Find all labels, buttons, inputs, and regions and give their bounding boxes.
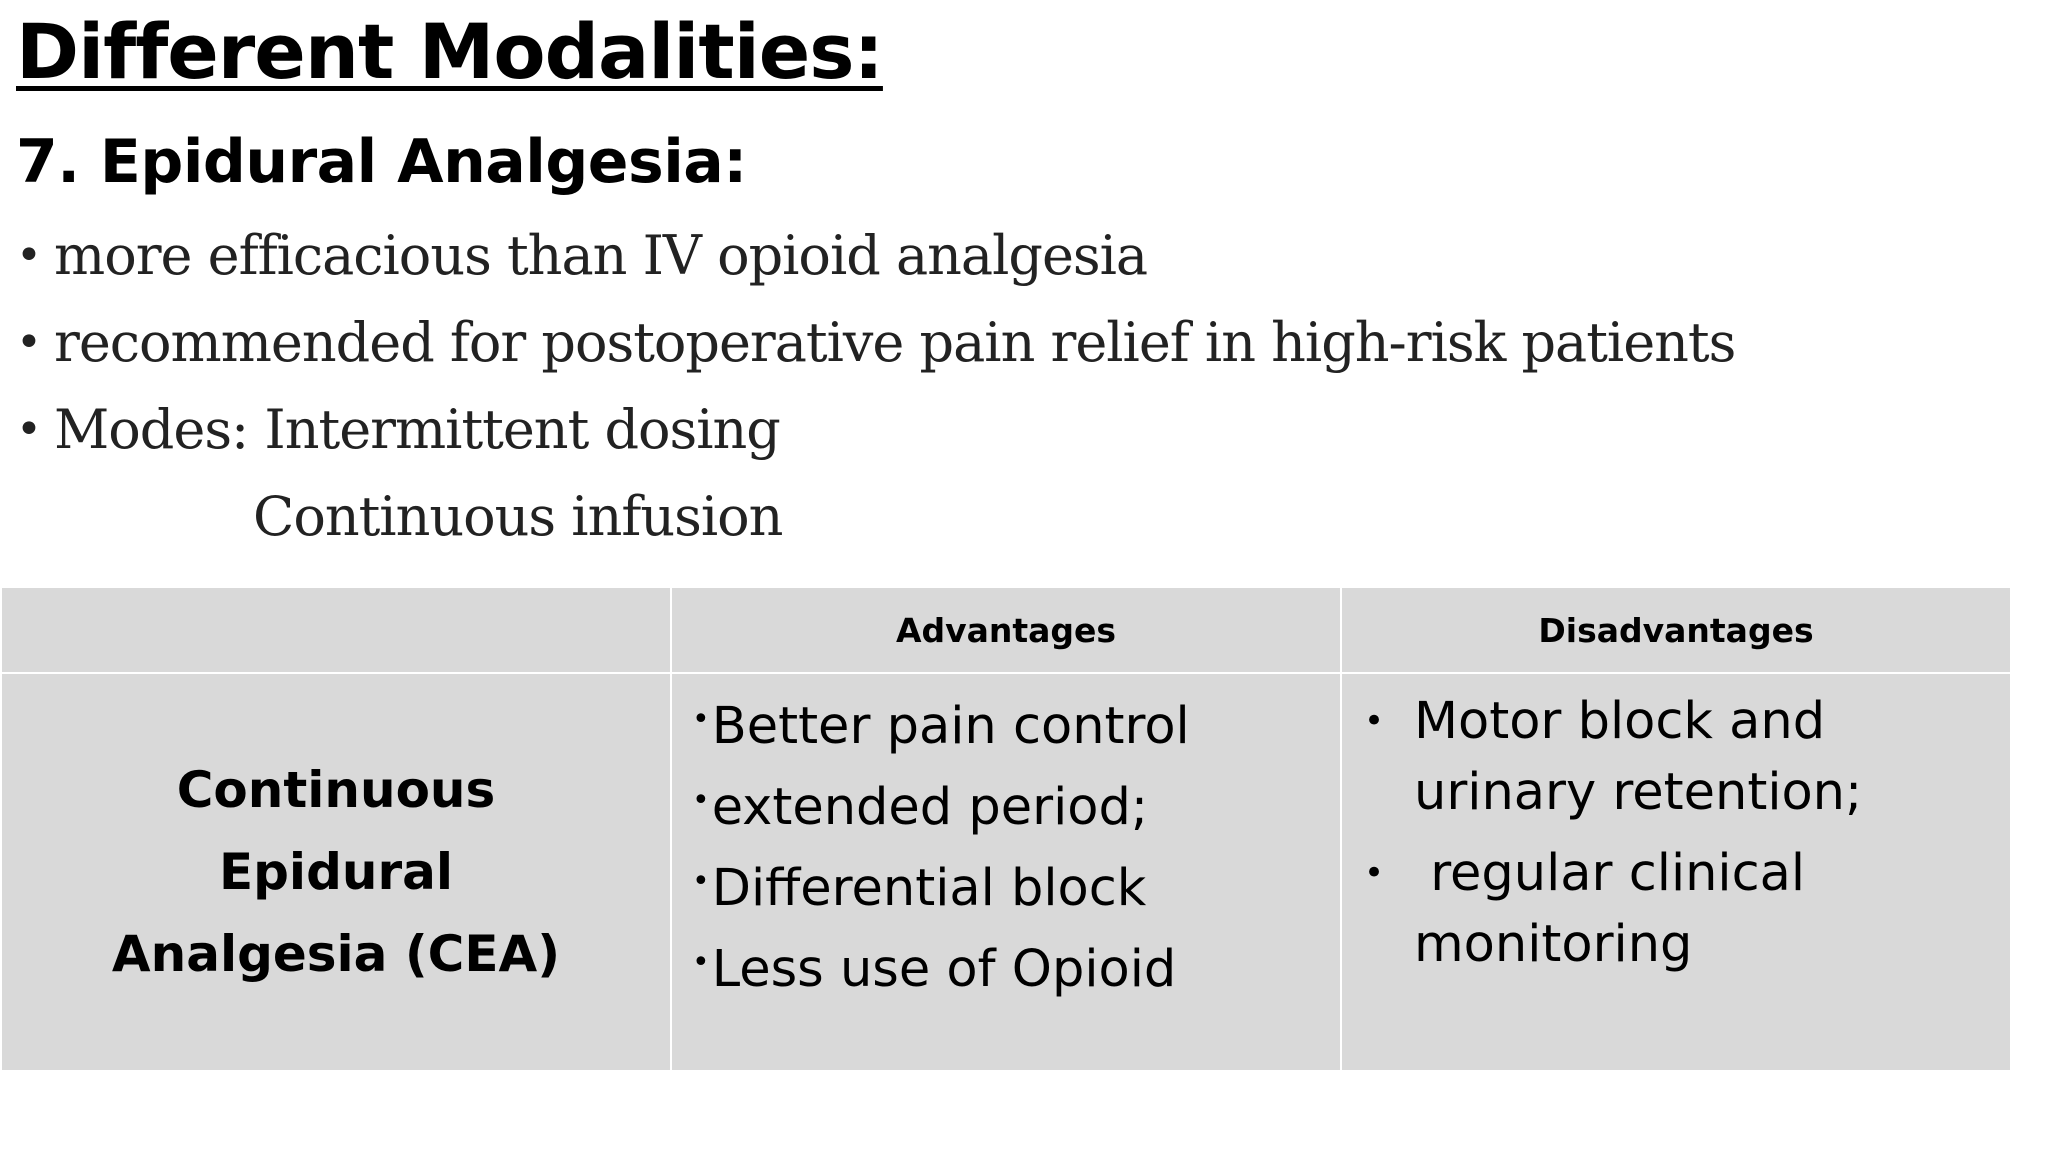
bullet-dot: •: [692, 702, 710, 737]
row-label-line: Analgesia (CEA): [111, 925, 561, 983]
table-row: [1, 673, 2011, 1071]
advantage-text: Differential block: [711, 859, 1147, 918]
bullet-item: [16, 299, 1735, 386]
bullet-item: [16, 212, 1735, 299]
bullet-dot: •: [16, 230, 41, 281]
header-advantages: Advantages: [671, 587, 1341, 673]
bullet-dot: •: [1364, 701, 1385, 741]
disadvantage-text: regular clinical: [1414, 844, 1806, 903]
bullet-dot: •: [692, 783, 710, 818]
list-item: [672, 686, 1340, 767]
bullet-dot: •: [692, 864, 710, 899]
bullet-dot: •: [16, 404, 41, 455]
table-header-row: [1, 587, 2011, 673]
row-label-line: Epidural: [218, 843, 453, 901]
comparison-table: [0, 586, 2012, 1072]
header-empty-cell: [1, 587, 671, 673]
row-label-line: Continuous: [176, 761, 496, 819]
bullet-text: Modes: Intermittent dosing: [54, 398, 780, 461]
advantages-list: [672, 674, 1340, 1010]
list-item: [1342, 686, 2010, 828]
list-item: [672, 848, 1340, 929]
advantages-cell: [671, 673, 1341, 1071]
bullet-item: [16, 386, 1735, 473]
bullet-continuation: [16, 473, 1735, 560]
list-item: [1342, 838, 2010, 980]
disadvantage-text: urinary retention;: [1414, 763, 1863, 822]
row-label-cea: [1, 673, 671, 1071]
disadvantages-cell: [1341, 673, 2011, 1071]
list-item: [672, 929, 1340, 1010]
advantage-text: Less use of Opioid: [711, 940, 1177, 999]
disadvantage-text: Motor block and: [1414, 692, 1826, 751]
advantage-text: Better pain control: [711, 697, 1190, 756]
bullet-dot: •: [692, 945, 710, 980]
slide-title: Different Modalities:: [16, 7, 883, 96]
bullet-continuation-text: Continuous infusion: [253, 485, 783, 548]
bullet-text: more efficacious than IV opioid analgesia: [54, 224, 1148, 287]
disadvantage-text: monitoring: [1414, 915, 1693, 974]
list-item: [672, 767, 1340, 848]
header-disadvantages: Disadvantages: [1341, 587, 2011, 673]
bullet-text: recommended for postoperative pain relief in high-risk patients: [54, 311, 1736, 374]
bullet-dot: •: [16, 317, 41, 368]
advantage-text: extended period;: [711, 778, 1149, 837]
section-heading: 7. Epidural Analgesia:: [16, 127, 747, 197]
bullet-dot: •: [1364, 853, 1385, 893]
bullet-list: [16, 212, 1735, 560]
disadvantages-list: [1342, 674, 2010, 980]
